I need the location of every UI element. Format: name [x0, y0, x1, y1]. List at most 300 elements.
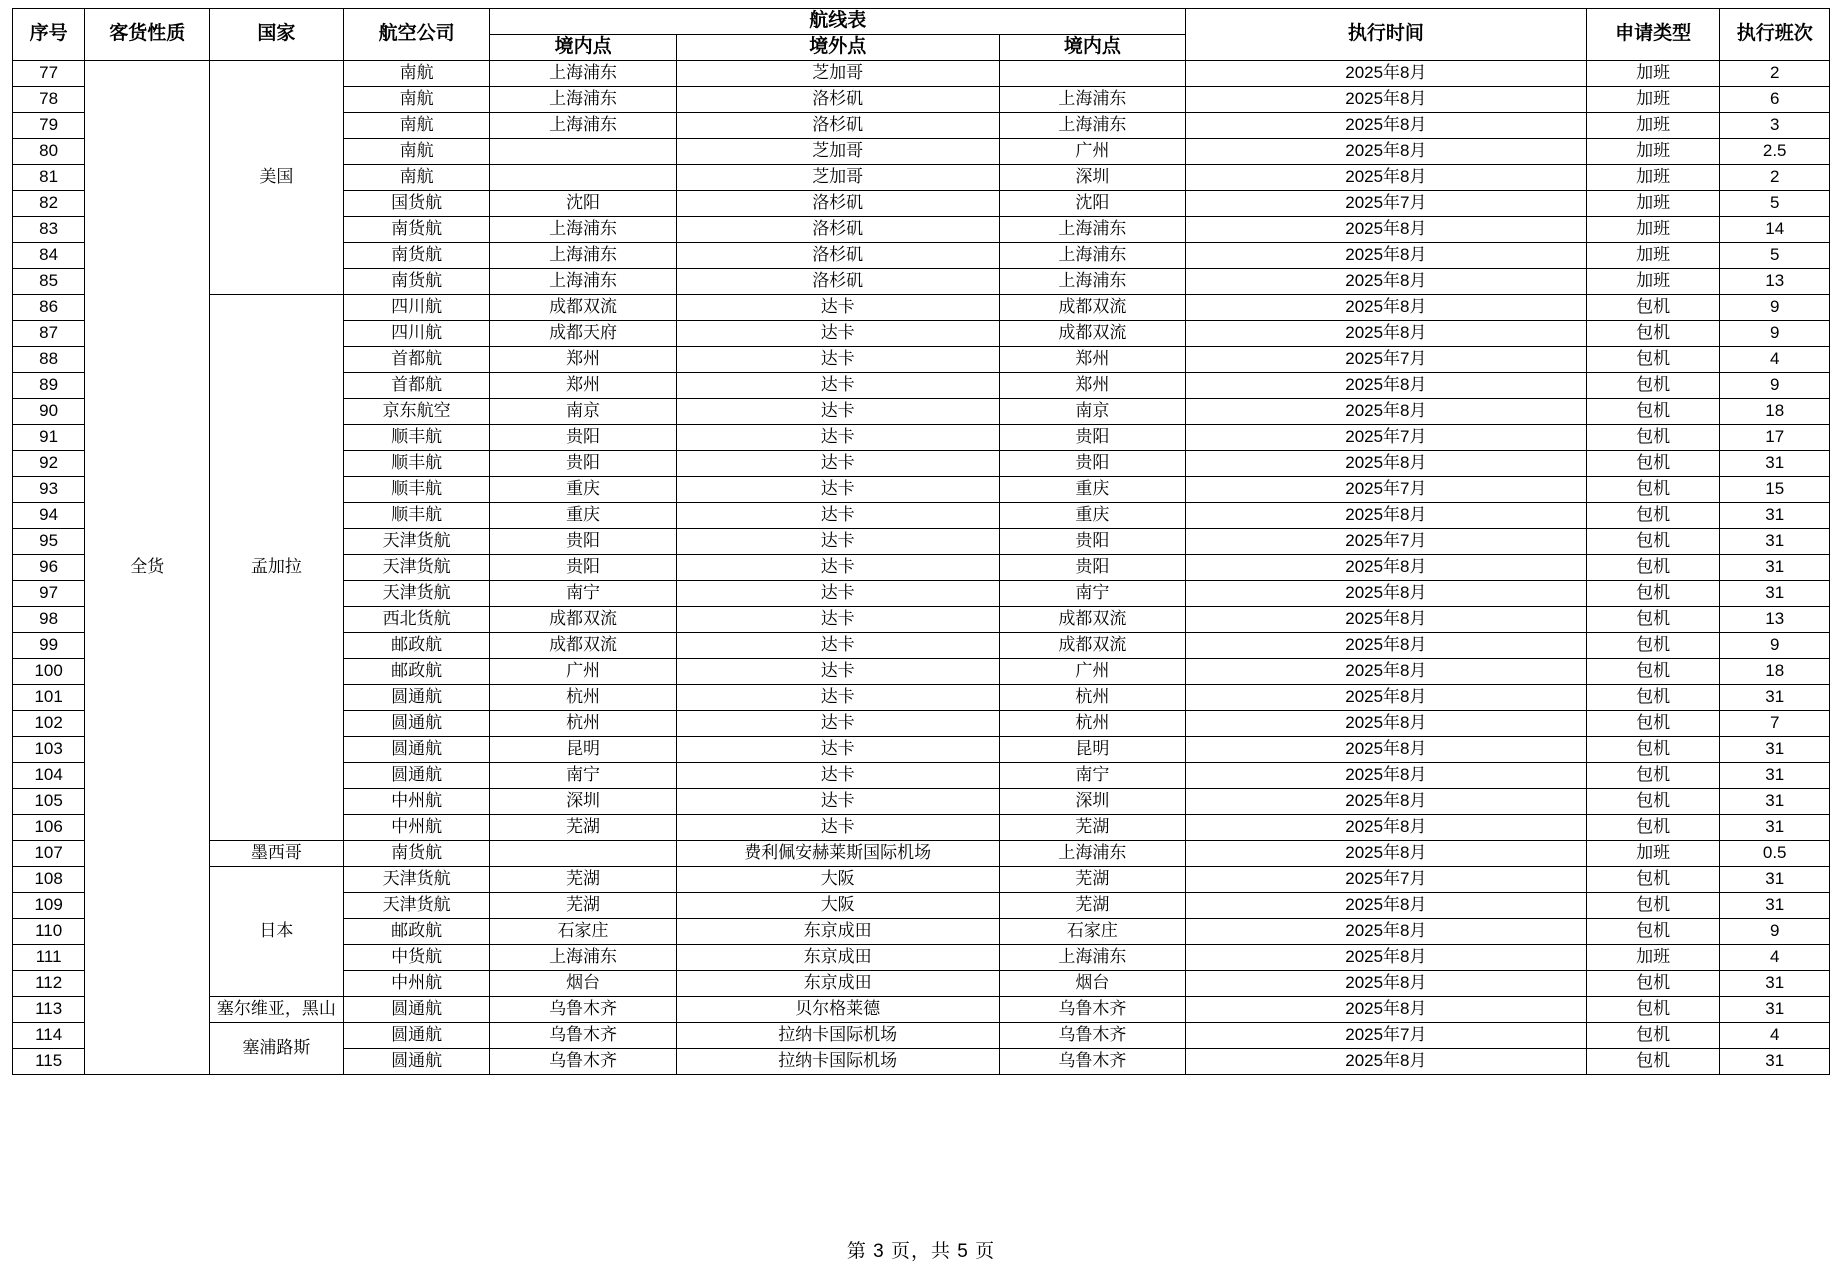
- cell-domestic-point-2: 贵阳: [999, 425, 1185, 451]
- cell-exec-time: 2025年7月: [1185, 867, 1586, 893]
- cell-domestic-point-2: 芜湖: [999, 893, 1185, 919]
- cell-domestic-point-1: 芜湖: [490, 815, 676, 841]
- cell-international-point: 洛杉矶: [676, 243, 999, 269]
- cell-airline: 首都航: [343, 373, 490, 399]
- cell-app-type: 包机: [1586, 477, 1720, 503]
- cell-app-type: 包机: [1586, 347, 1720, 373]
- cell-frequency: 5: [1720, 243, 1830, 269]
- cell-seq: 82: [13, 191, 85, 217]
- cell-domestic-point-2: 上海浦东: [999, 243, 1185, 269]
- cell-exec-time: 2025年8月: [1185, 893, 1586, 919]
- header-nature: 客货性质: [85, 9, 210, 61]
- cell-seq: 100: [13, 659, 85, 685]
- cell-international-point: 达卡: [676, 451, 999, 477]
- cell-exec-time: 2025年8月: [1185, 789, 1586, 815]
- cell-airline: 圆通航: [343, 685, 490, 711]
- cell-frequency: 31: [1720, 971, 1830, 997]
- cell-app-type: 加班: [1586, 139, 1720, 165]
- cell-domestic-point-2: 成都双流: [999, 321, 1185, 347]
- cell-domestic-point-1: 烟台: [490, 971, 676, 997]
- cell-exec-time: 2025年8月: [1185, 841, 1586, 867]
- cell-domestic-point-2: 广州: [999, 139, 1185, 165]
- cell-frequency: 9: [1720, 919, 1830, 945]
- cell-seq: 112: [13, 971, 85, 997]
- cell-domestic-point-2: 广州: [999, 659, 1185, 685]
- cell-seq: 97: [13, 581, 85, 607]
- cell-airline: 南航: [343, 113, 490, 139]
- cell-domestic-point-1: 贵阳: [490, 451, 676, 477]
- cell-airline: 天津货航: [343, 581, 490, 607]
- cell-frequency: 18: [1720, 659, 1830, 685]
- cell-international-point: 达卡: [676, 373, 999, 399]
- cell-app-type: 包机: [1586, 659, 1720, 685]
- cell-app-type: 加班: [1586, 217, 1720, 243]
- cell-airline: 南航: [343, 139, 490, 165]
- cell-airline: 南航: [343, 165, 490, 191]
- header-airline: 航空公司: [343, 9, 490, 61]
- cell-airline: 四川航: [343, 295, 490, 321]
- cell-airline: 邮政航: [343, 633, 490, 659]
- cell-frequency: 31: [1720, 581, 1830, 607]
- cell-airline: 天津货航: [343, 555, 490, 581]
- cell-airline: 四川航: [343, 321, 490, 347]
- cell-seq: 90: [13, 399, 85, 425]
- cell-international-point: 芝加哥: [676, 139, 999, 165]
- cell-international-point: 达卡: [676, 737, 999, 763]
- cell-frequency: 31: [1720, 867, 1830, 893]
- cell-domestic-point-2: 上海浦东: [999, 87, 1185, 113]
- cell-international-point: 洛杉矶: [676, 269, 999, 295]
- cell-app-type: 加班: [1586, 945, 1720, 971]
- cell-seq: 78: [13, 87, 85, 113]
- cell-frequency: 31: [1720, 529, 1830, 555]
- cell-international-point: 东京成田: [676, 919, 999, 945]
- cell-exec-time: 2025年7月: [1185, 1023, 1586, 1049]
- cell-frequency: 31: [1720, 815, 1830, 841]
- cell-domestic-point-2: 石家庄: [999, 919, 1185, 945]
- cell-airline: 南货航: [343, 269, 490, 295]
- cell-seq: 84: [13, 243, 85, 269]
- cell-frequency: 4: [1720, 945, 1830, 971]
- cell-frequency: 31: [1720, 555, 1830, 581]
- cell-seq: 109: [13, 893, 85, 919]
- cell-international-point: 拉纳卡国际机场: [676, 1049, 999, 1075]
- cell-frequency: 7: [1720, 711, 1830, 737]
- cell-international-point: 大阪: [676, 893, 999, 919]
- cell-international-point: 达卡: [676, 399, 999, 425]
- page-footer: 第 3 页，共 5 页: [846, 1241, 996, 1262]
- cell-international-point: 大阪: [676, 867, 999, 893]
- cell-seq: 108: [13, 867, 85, 893]
- cell-domestic-point-1: [490, 165, 676, 191]
- cell-domestic-point-1: 石家庄: [490, 919, 676, 945]
- cell-seq: 95: [13, 529, 85, 555]
- cell-domestic-point-2: 重庆: [999, 503, 1185, 529]
- cell-exec-time: 2025年8月: [1185, 243, 1586, 269]
- table-header: [13, 9, 1830, 61]
- cell-international-point: 达卡: [676, 555, 999, 581]
- cell-domestic-point-2: 南宁: [999, 581, 1185, 607]
- cell-seq: 93: [13, 477, 85, 503]
- cell-domestic-point-1: 郑州: [490, 373, 676, 399]
- flight-schedule-table: [12, 8, 1830, 1075]
- cell-app-type: 包机: [1586, 919, 1720, 945]
- cell-app-type: 包机: [1586, 633, 1720, 659]
- cell-frequency: 9: [1720, 373, 1830, 399]
- cell-domestic-point-1: 杭州: [490, 685, 676, 711]
- cell-international-point: 达卡: [676, 633, 999, 659]
- cell-international-point: 洛杉矶: [676, 217, 999, 243]
- cell-frequency: 2.5: [1720, 139, 1830, 165]
- cell-frequency: 2: [1720, 61, 1830, 87]
- cell-exec-time: 2025年8月: [1185, 555, 1586, 581]
- header-domestic-point-1: 境内点: [490, 35, 676, 61]
- cell-domestic-point-1: 上海浦东: [490, 87, 676, 113]
- cell-international-point: 达卡: [676, 503, 999, 529]
- cell-seq: 107: [13, 841, 85, 867]
- cell-app-type: 包机: [1586, 815, 1720, 841]
- cell-domestic-point-1: 南宁: [490, 581, 676, 607]
- cell-app-type: 包机: [1586, 373, 1720, 399]
- cell-international-point: 达卡: [676, 711, 999, 737]
- cell-airline: 南货航: [343, 217, 490, 243]
- header-row-top: [13, 9, 1830, 35]
- cell-airline: 圆通航: [343, 1049, 490, 1075]
- cell-domestic-point-2: 芜湖: [999, 867, 1185, 893]
- cell-frequency: 13: [1720, 607, 1830, 633]
- cell-airline: 圆通航: [343, 763, 490, 789]
- cell-app-type: 加班: [1586, 243, 1720, 269]
- cell-international-point: 贝尔格莱德: [676, 997, 999, 1023]
- cell-app-type: 包机: [1586, 1049, 1720, 1075]
- cell-seq: 88: [13, 347, 85, 373]
- cell-international-point: 洛杉矶: [676, 87, 999, 113]
- cell-domestic-point-1: 昆明: [490, 737, 676, 763]
- cell-domestic-point-1: 乌鲁木齐: [490, 997, 676, 1023]
- cell-seq: 96: [13, 555, 85, 581]
- cell-app-type: 加班: [1586, 269, 1720, 295]
- cell-domestic-point-2: 乌鲁木齐: [999, 997, 1185, 1023]
- cell-domestic-point-1: 南京: [490, 399, 676, 425]
- cell-airline: 西北货航: [343, 607, 490, 633]
- cell-domestic-point-2: 郑州: [999, 347, 1185, 373]
- cell-exec-time: 2025年8月: [1185, 61, 1586, 87]
- cell-international-point: 芝加哥: [676, 165, 999, 191]
- cell-airline: 中州航: [343, 971, 490, 997]
- cell-app-type: 包机: [1586, 321, 1720, 347]
- cell-domestic-point-1: 贵阳: [490, 529, 676, 555]
- cell-frequency: 4: [1720, 347, 1830, 373]
- cell-international-point: 东京成田: [676, 945, 999, 971]
- cell-airline: 顺丰航: [343, 425, 490, 451]
- cell-seq: 80: [13, 139, 85, 165]
- cell-exec-time: 2025年8月: [1185, 659, 1586, 685]
- cell-airline: 天津货航: [343, 867, 490, 893]
- cell-domestic-point-2: 烟台: [999, 971, 1185, 997]
- table-row: [13, 997, 1830, 1023]
- cell-international-point: 达卡: [676, 425, 999, 451]
- cell-exec-time: 2025年8月: [1185, 321, 1586, 347]
- cell-international-point: 东京成田: [676, 971, 999, 997]
- cell-domestic-point-1: 贵阳: [490, 555, 676, 581]
- cell-domestic-point-2: 重庆: [999, 477, 1185, 503]
- cell-seq: 86: [13, 295, 85, 321]
- cell-seq: 87: [13, 321, 85, 347]
- cell-domestic-point-2: 芜湖: [999, 815, 1185, 841]
- cell-exec-time: 2025年8月: [1185, 451, 1586, 477]
- cell-airline: 南航: [343, 87, 490, 113]
- cell-app-type: 包机: [1586, 581, 1720, 607]
- cell-airline: 邮政航: [343, 919, 490, 945]
- cell-country: 塞尔维亚，黑山: [210, 997, 344, 1023]
- cell-frequency: 15: [1720, 477, 1830, 503]
- cell-exec-time: 2025年8月: [1185, 607, 1586, 633]
- cell-airline: 国货航: [343, 191, 490, 217]
- cell-frequency: 31: [1720, 789, 1830, 815]
- cell-international-point: 达卡: [676, 581, 999, 607]
- cell-seq: 111: [13, 945, 85, 971]
- cell-domestic-point-1: 上海浦东: [490, 243, 676, 269]
- cell-domestic-point-1: 芜湖: [490, 893, 676, 919]
- header-country: 国家: [210, 9, 344, 61]
- cell-frequency: 31: [1720, 763, 1830, 789]
- cell-international-point: 达卡: [676, 477, 999, 503]
- cell-seq: 105: [13, 789, 85, 815]
- cell-country: 墨西哥: [210, 841, 344, 867]
- cell-domestic-point-1: 重庆: [490, 477, 676, 503]
- cell-exec-time: 2025年8月: [1185, 217, 1586, 243]
- cell-app-type: 包机: [1586, 867, 1720, 893]
- cell-airline: 圆通航: [343, 711, 490, 737]
- cell-seq: 83: [13, 217, 85, 243]
- table-body: [13, 61, 1830, 1075]
- cell-seq: 98: [13, 607, 85, 633]
- cell-country: 日本: [210, 867, 344, 997]
- cell-airline: 顺丰航: [343, 477, 490, 503]
- cell-airline: 中州航: [343, 815, 490, 841]
- cell-nature: 全货: [85, 61, 210, 1075]
- cell-domestic-point-2: 南京: [999, 399, 1185, 425]
- cell-domestic-point-1: 贵阳: [490, 425, 676, 451]
- cell-domestic-point-2: 昆明: [999, 737, 1185, 763]
- cell-frequency: 31: [1720, 685, 1830, 711]
- cell-airline: 顺丰航: [343, 503, 490, 529]
- cell-airline: 中货航: [343, 945, 490, 971]
- cell-domestic-point-1: 南宁: [490, 763, 676, 789]
- cell-country: 塞浦路斯: [210, 1023, 344, 1075]
- cell-frequency: 2: [1720, 165, 1830, 191]
- cell-exec-time: 2025年8月: [1185, 139, 1586, 165]
- cell-domestic-point-1: 成都双流: [490, 607, 676, 633]
- cell-frequency: 31: [1720, 893, 1830, 919]
- header-domestic-point-2: 境内点: [999, 35, 1185, 61]
- cell-exec-time: 2025年8月: [1185, 737, 1586, 763]
- cell-domestic-point-2: 上海浦东: [999, 217, 1185, 243]
- header-frequency: 执行班次: [1720, 9, 1830, 61]
- cell-domestic-point-1: 上海浦东: [490, 61, 676, 87]
- cell-exec-time: 2025年8月: [1185, 399, 1586, 425]
- cell-domestic-point-2: 乌鲁木齐: [999, 1049, 1185, 1075]
- cell-frequency: 18: [1720, 399, 1830, 425]
- cell-domestic-point-1: 杭州: [490, 711, 676, 737]
- cell-airline: 首都航: [343, 347, 490, 373]
- cell-exec-time: 2025年8月: [1185, 997, 1586, 1023]
- header-international-point: 境外点: [676, 35, 999, 61]
- cell-domestic-point-2: 上海浦东: [999, 841, 1185, 867]
- cell-seq: 106: [13, 815, 85, 841]
- cell-frequency: 31: [1720, 503, 1830, 529]
- cell-exec-time: 2025年8月: [1185, 971, 1586, 997]
- cell-exec-time: 2025年8月: [1185, 633, 1586, 659]
- header-seq: 序号: [13, 9, 85, 61]
- cell-seq: 103: [13, 737, 85, 763]
- cell-seq: 101: [13, 685, 85, 711]
- cell-app-type: 包机: [1586, 425, 1720, 451]
- cell-app-type: 包机: [1586, 711, 1720, 737]
- cell-exec-time: 2025年8月: [1185, 113, 1586, 139]
- cell-exec-time: 2025年8月: [1185, 87, 1586, 113]
- header-route-group: 航线表: [490, 9, 1185, 35]
- cell-exec-time: 2025年8月: [1185, 373, 1586, 399]
- cell-international-point: 达卡: [676, 529, 999, 555]
- cell-app-type: 包机: [1586, 555, 1720, 581]
- cell-frequency: 9: [1720, 295, 1830, 321]
- cell-seq: 85: [13, 269, 85, 295]
- cell-seq: 110: [13, 919, 85, 945]
- cell-app-type: 加班: [1586, 61, 1720, 87]
- cell-international-point: 达卡: [676, 295, 999, 321]
- cell-domestic-point-1: 上海浦东: [490, 217, 676, 243]
- cell-international-point: 达卡: [676, 659, 999, 685]
- cell-domestic-point-2: 南宁: [999, 763, 1185, 789]
- cell-frequency: 13: [1720, 269, 1830, 295]
- cell-domestic-point-2: [999, 61, 1185, 87]
- cell-exec-time: 2025年7月: [1185, 529, 1586, 555]
- cell-airline: 圆通航: [343, 1023, 490, 1049]
- cell-domestic-point-2: 成都双流: [999, 295, 1185, 321]
- cell-frequency: 31: [1720, 1049, 1830, 1075]
- cell-international-point: 芝加哥: [676, 61, 999, 87]
- cell-domestic-point-1: 乌鲁木齐: [490, 1023, 676, 1049]
- cell-airline: 天津货航: [343, 529, 490, 555]
- cell-domestic-point-2: 贵阳: [999, 529, 1185, 555]
- cell-seq: 102: [13, 711, 85, 737]
- cell-international-point: 拉纳卡国际机场: [676, 1023, 999, 1049]
- cell-frequency: 6: [1720, 87, 1830, 113]
- cell-airline: 京东航空: [343, 399, 490, 425]
- cell-domestic-point-1: 郑州: [490, 347, 676, 373]
- cell-exec-time: 2025年7月: [1185, 477, 1586, 503]
- cell-frequency: 31: [1720, 737, 1830, 763]
- cell-domestic-point-1: [490, 139, 676, 165]
- cell-domestic-point-2: 上海浦东: [999, 945, 1185, 971]
- cell-seq: 115: [13, 1049, 85, 1075]
- cell-frequency: 14: [1720, 217, 1830, 243]
- cell-seq: 81: [13, 165, 85, 191]
- cell-exec-time: 2025年8月: [1185, 815, 1586, 841]
- cell-app-type: 包机: [1586, 503, 1720, 529]
- cell-domestic-point-1: 广州: [490, 659, 676, 685]
- cell-exec-time: 2025年8月: [1185, 295, 1586, 321]
- table-row: [13, 841, 1830, 867]
- cell-domestic-point-2: 乌鲁木齐: [999, 1023, 1185, 1049]
- cell-domestic-point-1: 上海浦东: [490, 269, 676, 295]
- cell-domestic-point-1: 深圳: [490, 789, 676, 815]
- cell-domestic-point-2: 沈阳: [999, 191, 1185, 217]
- cell-app-type: 包机: [1586, 737, 1720, 763]
- cell-domestic-point-2: 上海浦东: [999, 269, 1185, 295]
- cell-domestic-point-2: 郑州: [999, 373, 1185, 399]
- cell-exec-time: 2025年8月: [1185, 945, 1586, 971]
- cell-domestic-point-1: [490, 841, 676, 867]
- cell-international-point: 达卡: [676, 789, 999, 815]
- cell-domestic-point-2: 深圳: [999, 789, 1185, 815]
- header-exec-time: 执行时间: [1185, 9, 1586, 61]
- cell-domestic-point-2: 贵阳: [999, 451, 1185, 477]
- cell-country: 美国: [210, 61, 344, 295]
- cell-app-type: 包机: [1586, 685, 1720, 711]
- cell-airline: 圆通航: [343, 997, 490, 1023]
- cell-frequency: 3: [1720, 113, 1830, 139]
- cell-domestic-point-1: 芜湖: [490, 867, 676, 893]
- cell-domestic-point-2: 成都双流: [999, 607, 1185, 633]
- cell-app-type: 包机: [1586, 1023, 1720, 1049]
- cell-frequency: 31: [1720, 451, 1830, 477]
- cell-domestic-point-1: 成都双流: [490, 295, 676, 321]
- cell-domestic-point-1: 上海浦东: [490, 113, 676, 139]
- cell-seq: 89: [13, 373, 85, 399]
- cell-frequency: 4: [1720, 1023, 1830, 1049]
- cell-country: 孟加拉: [210, 295, 344, 841]
- cell-app-type: 包机: [1586, 997, 1720, 1023]
- cell-seq: 104: [13, 763, 85, 789]
- cell-seq: 94: [13, 503, 85, 529]
- cell-international-point: 达卡: [676, 815, 999, 841]
- cell-frequency: 31: [1720, 997, 1830, 1023]
- cell-domestic-point-2: 上海浦东: [999, 113, 1185, 139]
- cell-international-point: 达卡: [676, 763, 999, 789]
- cell-exec-time: 2025年8月: [1185, 581, 1586, 607]
- cell-seq: 114: [13, 1023, 85, 1049]
- cell-domestic-point-2: 深圳: [999, 165, 1185, 191]
- cell-app-type: 加班: [1586, 165, 1720, 191]
- cell-domestic-point-1: 成都双流: [490, 633, 676, 659]
- cell-exec-time: 2025年8月: [1185, 685, 1586, 711]
- cell-international-point: 达卡: [676, 321, 999, 347]
- cell-exec-time: 2025年7月: [1185, 191, 1586, 217]
- cell-exec-time: 2025年8月: [1185, 503, 1586, 529]
- cell-domestic-point-2: 杭州: [999, 711, 1185, 737]
- cell-frequency: 5: [1720, 191, 1830, 217]
- cell-airline: 顺丰航: [343, 451, 490, 477]
- cell-app-type: 加班: [1586, 113, 1720, 139]
- cell-exec-time: 2025年8月: [1185, 165, 1586, 191]
- cell-exec-time: 2025年8月: [1185, 1049, 1586, 1075]
- cell-seq: 91: [13, 425, 85, 451]
- cell-exec-time: 2025年8月: [1185, 919, 1586, 945]
- cell-seq: 92: [13, 451, 85, 477]
- table-row: [13, 295, 1830, 321]
- cell-app-type: 包机: [1586, 399, 1720, 425]
- cell-exec-time: 2025年7月: [1185, 347, 1586, 373]
- cell-airline: 邮政航: [343, 659, 490, 685]
- cell-app-type: 加班: [1586, 191, 1720, 217]
- cell-app-type: 包机: [1586, 763, 1720, 789]
- cell-domestic-point-1: 沈阳: [490, 191, 676, 217]
- cell-international-point: 洛杉矶: [676, 191, 999, 217]
- cell-international-point: 洛杉矶: [676, 113, 999, 139]
- header-app-type: 申请类型: [1586, 9, 1720, 61]
